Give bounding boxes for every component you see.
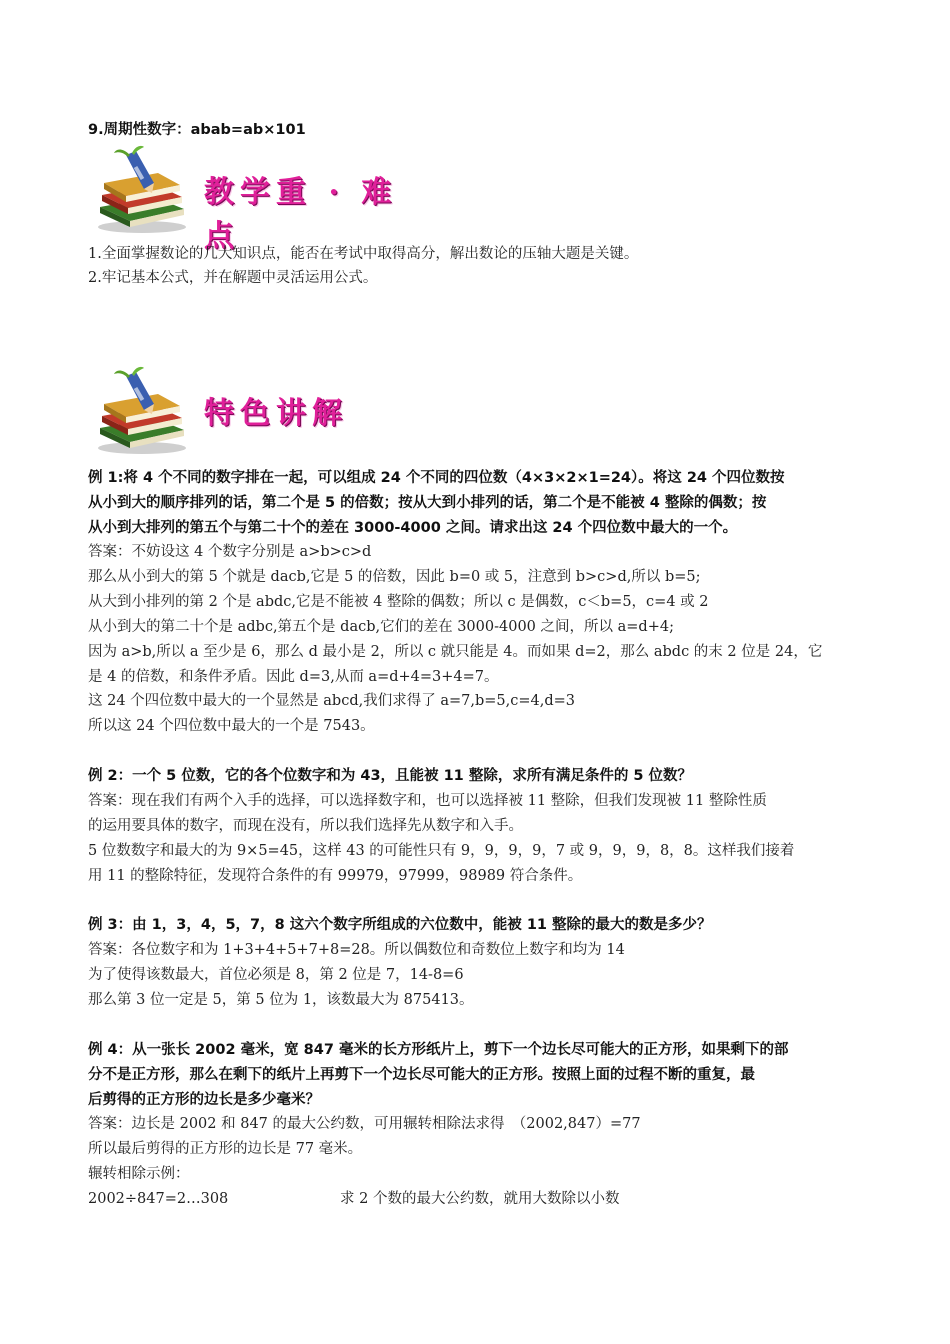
example4-question-line: 后剪得的正方形的边长是多少毫米？	[88, 1092, 320, 1108]
example3-answer-line: 为了使得该数最大，首位必须是 8，第 2 位是 7，14-8=6	[88, 967, 464, 983]
example1-answer-line: 从大到小排列的第 2 个是 abdc,它是不能被 4 整除的偶数；所以 c 是偶数，c＜b=5，c=4 或 2	[88, 594, 709, 610]
example3-question: 例 3：由 1，3，4，5，7，8 这六个数字所组成的六位数中，能被 11 整除的最大的数是多少？	[88, 917, 712, 933]
section-banner-explanation	[92, 366, 422, 456]
example1-answer-line: 所以这 24 个四位数中最大的一个是 7543。	[88, 718, 375, 734]
example1-answer-line: 那么从小到大的第 5 个就是 dacb,它是 5 的倍数，因此 b=0 或 5，注意到 b>c>d,所以 b=5;	[88, 569, 701, 585]
example3-answer-line: 答案：各位数字和为 1+3+4+5+7+8=28。所以偶数位和奇数位上数字和均为 14	[88, 942, 625, 958]
example4-division-right: 求 2 个数的最大公约数，就用大数除以小数	[340, 1191, 620, 1207]
example1-question-line: 例 1:将 4 个不同的数字排在一起，可以组成 24 个不同的四位数（4×3×2×1=24）。将这 24 个四位数按	[88, 470, 785, 486]
example1-answer-line: 因为 a>b,所以 a 至少是 6，那么 d 最小是 2，所以 c 就只能是 4。而如果 d=2，那么 abdc 的末 2 位是 24，它	[88, 644, 823, 660]
key-point-1: 1.全面掌握数论的几大知识点，能否在考试中取得高分，解出数论的压轴大题是关键。	[88, 246, 639, 262]
example4-answer-line: 答案：边长是 2002 和 847 的最大公约数，可用辗转相除法求得 （2002,847）=77	[88, 1116, 641, 1132]
example1-answer-line: 答案：不妨设这 4 个数字分别是 a>b>c>d	[88, 544, 372, 560]
example4-question-line: 分不是正方形，那么在剩下的纸片上再剪下一个边长尽可能大的正方形。按照上面的过程不断的重复，最	[88, 1067, 755, 1083]
example2-answer-line: 用 11 的整除特征，发现符合条件的有 99979，97999，98989 符合条件。	[88, 868, 583, 884]
example4-division-left: 2002÷847=2…308	[88, 1191, 229, 1207]
example4-answer-line: 所以最后剪得的正方形的边长是 77 毫米。	[88, 1141, 363, 1157]
example1-answer-line: 从小到大的第二十个是 adbc,第五个是 dacb,它们的差在 3000-4000 之间，所以 a=d+4;	[88, 619, 674, 635]
heading-periodic: 9.周期性数字：abab=ab×101	[88, 122, 306, 138]
example1-answer-line: 是 4 的倍数，和条件矛盾。因此 d=3,从而 a=d+4=3+4=7。	[88, 669, 499, 685]
book-stack-icon	[92, 145, 192, 235]
key-point-2: 2.牢记基本公式，并在解题中灵活运用公式。	[88, 270, 378, 286]
section-banner-key-points	[92, 145, 422, 254]
section-title-explanation: 特色讲解	[204, 396, 348, 431]
example1-question-line: 从小到大排列的第五个与第二十个的差在 3000-4000 之间。请求出这 24 个四位数中最大的一个。	[88, 520, 738, 536]
example2-answer-line: 答案：现在我们有两个入手的选择，可以选择数字和，也可以选择被 11 整除，但我们发现被 11 整除性质	[88, 793, 767, 809]
section-title-key-points: 教学重 · 难点	[204, 175, 398, 254]
example2-answer-line: 5 位数数字和最大的为 9×5=45，这样 43 的可能性只有 9，9，9，9，7 或 9，9，9，8，8。这样我们接着	[88, 843, 795, 859]
book-stack-icon	[92, 366, 192, 456]
example3-answer-line: 那么第 3 位一定是 5，第 5 位为 1，该数最大为 875413。	[88, 992, 474, 1008]
example1-question-line: 从小到大的顺序排列的话，第二个是 5 的倍数；按从大到小排列的话，第二个是不能被 4 整除的偶数；按	[88, 495, 767, 511]
example2-answer-line: 的运用要具体的数字，而现在没有，所以我们选择先从数字和入手。	[88, 818, 523, 834]
example2-question: 例 2：一个 5 位数，它的各个位数字和为 43，且能被 11 整除，求所有满足条件的 5 位数？	[88, 768, 693, 784]
example4-answer-line: 辗转相除示例：	[88, 1166, 190, 1182]
example4-question-line: 例 4：从一张长 2002 毫米，宽 847 毫米的长方形纸片上，剪下一个边长尽可能大的正方形，如果剩下的部	[88, 1042, 789, 1058]
example1-answer-line: 这 24 个四位数中最大的一个显然是 abcd,我们求得了 a=7,b=5,c=4,d=3	[88, 693, 575, 709]
